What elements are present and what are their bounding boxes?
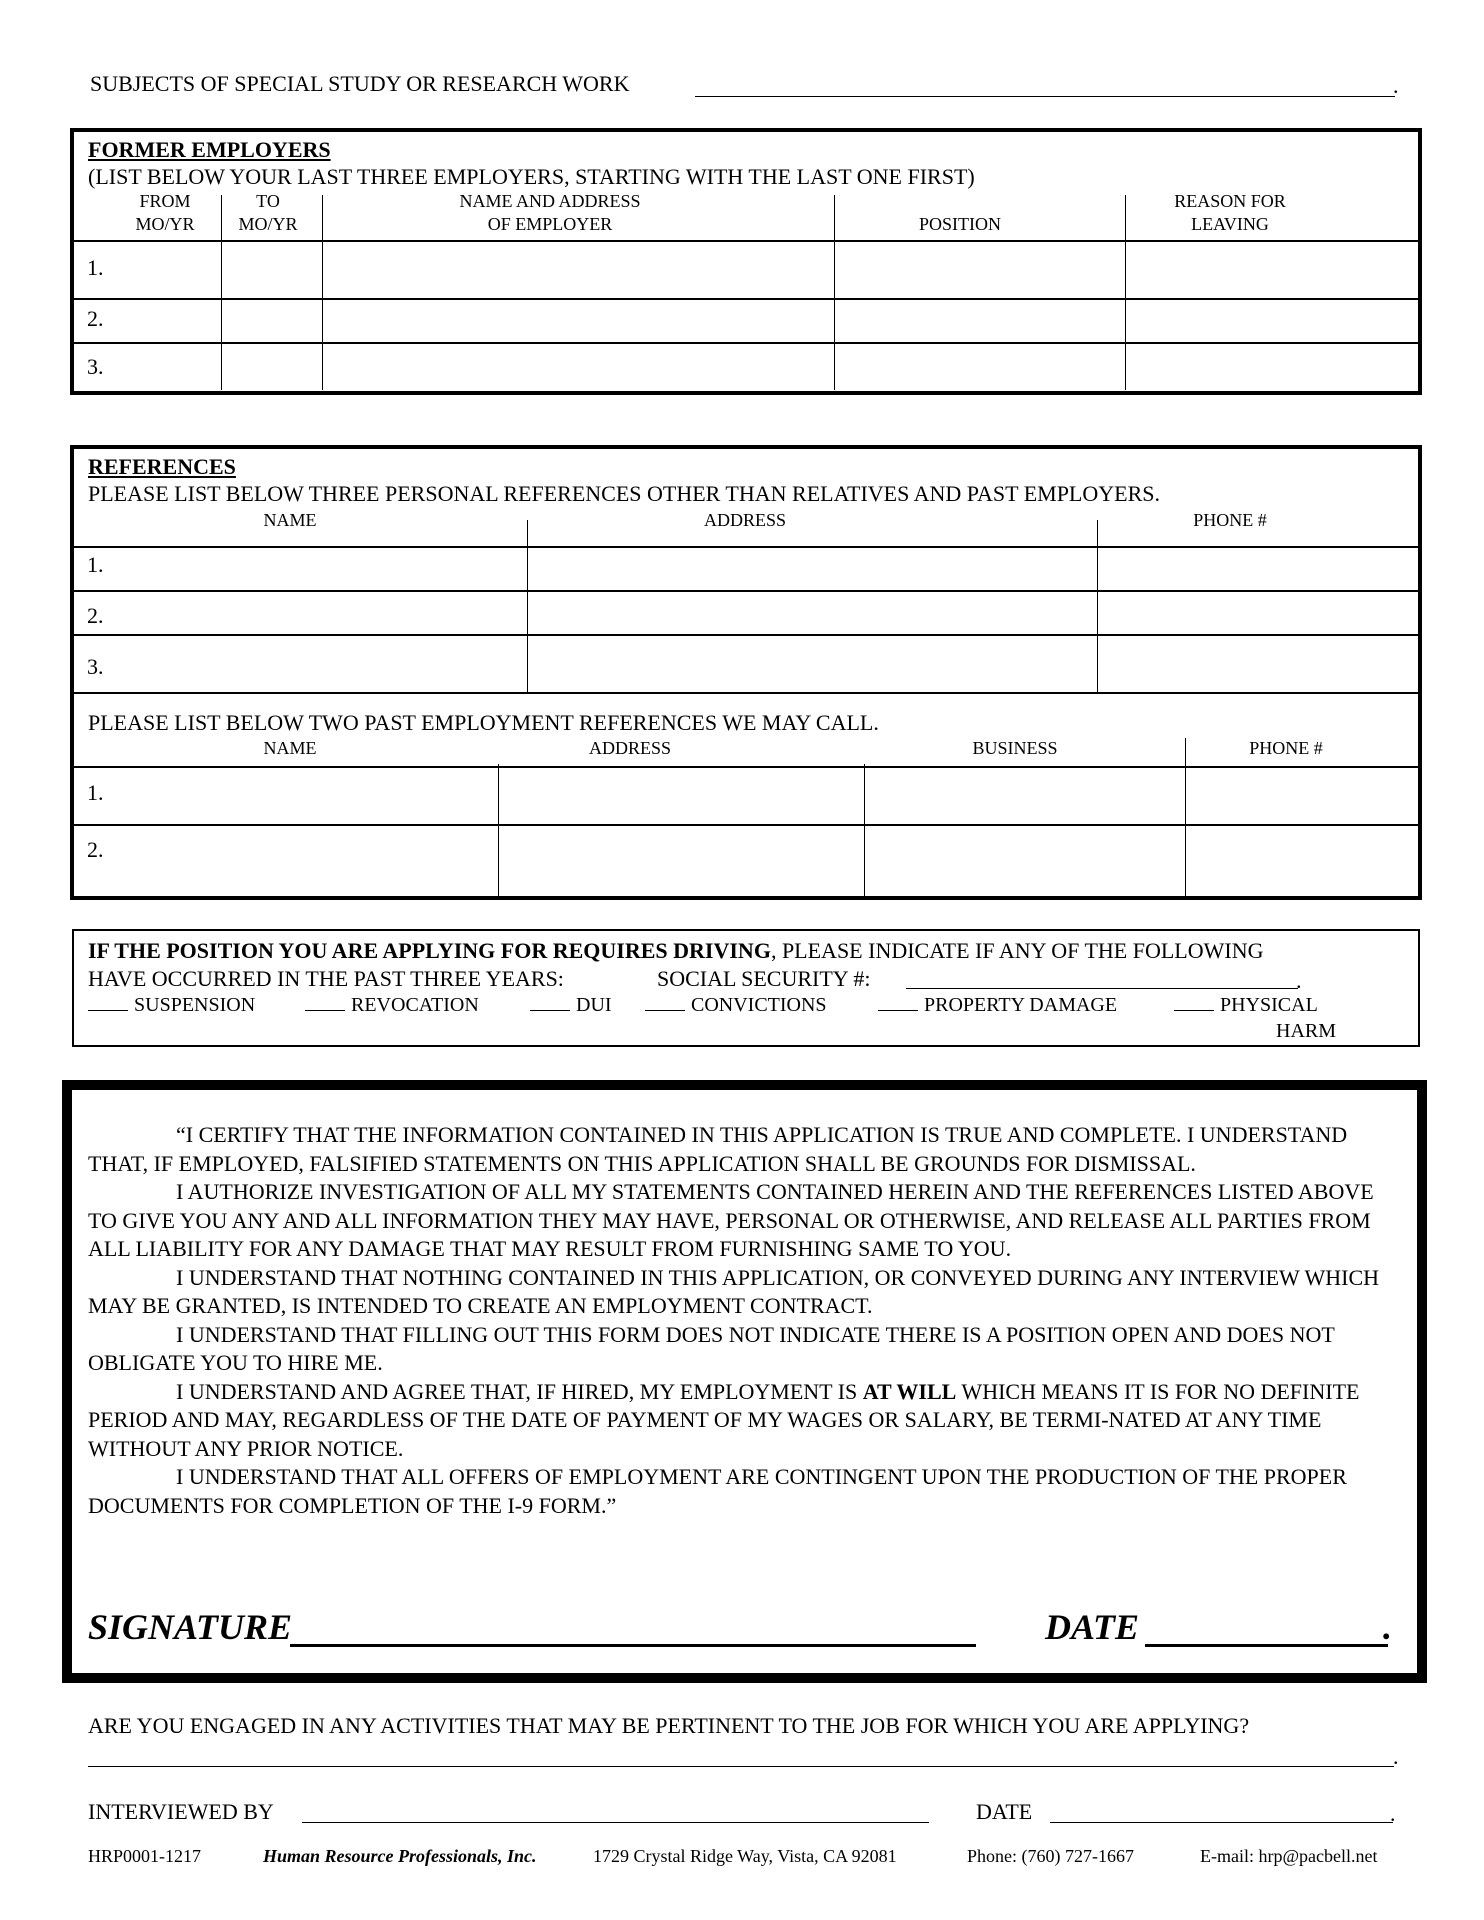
subjects-input[interactable] — [695, 96, 1395, 97]
form-code: HRP0001-1217 — [88, 1846, 202, 1866]
employment-references-instruction: PLEASE LIST BELOW TWO PAST EMPLOYMENT REFERENCES WE MAY CALL. — [88, 710, 879, 735]
employer-row-2[interactable]: 2. — [87, 306, 104, 331]
col-divider — [1125, 195, 1126, 390]
revocation-option[interactable] — [305, 993, 479, 1017]
company-phone: Phone: (760) 727-1667 — [967, 1846, 1134, 1866]
company-address: 1729 Crystal Ridge Way, Vista, CA 92081 — [593, 1846, 897, 1866]
certification-date-label: DATE — [1045, 1607, 1140, 1647]
col-employer-address: OF EMPLOYER — [487, 214, 613, 234]
suspension-checkbox[interactable] — [88, 996, 128, 1011]
col-divider — [322, 195, 323, 390]
reference-row-3[interactable]: 3. — [87, 654, 104, 679]
period: . — [1383, 1607, 1392, 1647]
row-divider — [74, 298, 1418, 300]
interviewed-by-input[interactable] — [302, 1822, 929, 1823]
ssn-label: SOCIAL SECURITY #: — [657, 966, 871, 991]
row-divider — [74, 692, 1418, 694]
col-emp-ref-business: BUSINESS — [972, 738, 1058, 758]
col-divider — [834, 195, 835, 390]
certification-date-input[interactable] — [1145, 1644, 1388, 1647]
convictions-option[interactable] — [645, 993, 827, 1017]
physical-harm-option[interactable] — [1174, 993, 1318, 1017]
driving-lead — [88, 937, 1263, 965]
certification-p5 — [88, 1378, 1406, 1464]
driving-line2: HAVE OCCURRED IN THE PAST THREE YEARS: — [88, 966, 564, 991]
certification-p3: I UNDERSTAND THAT NOTHING CONTAINED IN THIS APPLICATION, OR CONVEYED DURING ANY INTERVIEW WHICH MAY BE GRANTED, IS INTENDED TO CREATE AN EMPLOYMENT CONTRACT. — [88, 1264, 1380, 1318]
interview-date-label: DATE — [976, 1799, 1033, 1824]
driving-lead-bold: IF THE POSITION YOU ARE APPLYING FOR REQUIRES DRIVING — [88, 938, 771, 963]
driving-lead-rest: , PLEASE INDICATE IF ANY OF THE FOLLOWING — [770, 938, 1264, 963]
col-emp-ref-name: NAME — [263, 738, 317, 758]
dui-label: DUI — [576, 994, 612, 1016]
row-divider — [74, 824, 1418, 826]
col-from: FROM — [139, 191, 191, 211]
at-will-text: AT WILL — [862, 1378, 957, 1404]
col-reason-leaving: LEAVING — [1191, 214, 1269, 234]
signature-label: SIGNATURE — [88, 1607, 293, 1647]
convictions-label: CONVICTIONS — [691, 994, 827, 1016]
revocation-label: REVOCATION — [351, 994, 479, 1016]
col-divider — [1185, 738, 1186, 896]
subjects-label: SUBJECTS OF SPECIAL STUDY OR RESEARCH WORK — [90, 71, 630, 96]
revocation-checkbox[interactable] — [305, 996, 345, 1011]
company-email: E-mail: hrp@pacbell.net — [1200, 1846, 1378, 1866]
row-divider — [74, 342, 1418, 344]
period: . — [1393, 73, 1399, 98]
row-divider — [74, 546, 1418, 548]
employment-reference-row-1[interactable]: 1. — [87, 780, 104, 805]
row-divider — [74, 766, 1418, 768]
certification-p2: I AUTHORIZE INVESTIGATION OF ALL MY STATEMENTS CONTAINED HEREIN AND THE REFERENCES LISTED ABOVE TO GIVE YOU ANY AND ALL INFORMATION THEY MAY HAVE, PERSONAL OR OTHERWISE, AND RELEASE ALL PARTIES FROM ALL LIABILITY FOR ANY DAMAGE THAT MAY RESULT FROM FURNISHING SAME TO YOU. — [88, 1179, 1374, 1261]
col-ref-address: ADDRESS — [703, 510, 787, 530]
physical-harm-checkbox[interactable] — [1174, 996, 1214, 1011]
ssn-input[interactable] — [906, 988, 1298, 989]
employment-reference-row-2[interactable]: 2. — [87, 837, 104, 862]
reference-row-2[interactable]: 2. — [87, 603, 104, 628]
interview-date-input[interactable] — [1050, 1822, 1393, 1823]
dui-option[interactable] — [530, 993, 612, 1017]
references-title: REFERENCES — [88, 454, 236, 479]
certification-p1: “I CERTIFY THAT THE INFORMATION CONTAINED IN THIS APPLICATION IS TRUE AND COMPLETE. I UNDERSTAND THAT, IF EMPLOYED, FALSIFIED STATEMENTS ON THIS APPLICATION SHALL BE GROUNDS FOR DISMISSAL. — [88, 1122, 1348, 1176]
activities-input[interactable] — [88, 1766, 1394, 1767]
col-position: POSITION — [918, 214, 1001, 234]
col-reason: REASON FOR — [1174, 191, 1286, 211]
property-damage-label: PROPERTY DAMAGE — [924, 994, 1118, 1016]
harm-label: HARM — [1276, 1020, 1337, 1042]
former-employers-title: FORMER EMPLOYERS — [88, 137, 331, 162]
employer-row-3[interactable]: 3. — [87, 354, 104, 379]
certification-p4: I UNDERSTAND THAT FILLING OUT THIS FORM DOES NOT INDICATE THERE IS A POSITION OPEN AND DOES NOT OBLIGATE YOU TO HIRE ME. — [88, 1321, 1335, 1375]
col-emp-ref-phone: PHONE # — [1249, 738, 1323, 758]
employer-row-1[interactable]: 1. — [87, 255, 104, 280]
col-divider — [221, 195, 222, 390]
property-damage-option[interactable] — [878, 993, 1117, 1017]
row-divider — [74, 634, 1418, 636]
dui-checkbox[interactable] — [530, 996, 570, 1011]
col-employer-name: NAME AND ADDRESS — [459, 191, 641, 211]
activities-question: ARE YOU ENGAGED IN ANY ACTIVITIES THAT MAY BE PERTINENT TO THE JOB FOR WHICH YOU ARE APPLYING? — [88, 1713, 1250, 1738]
company-name: Human Resource Professionals, Inc. — [263, 1846, 537, 1866]
col-divider — [864, 764, 865, 896]
physical-label: PHYSICAL — [1220, 994, 1318, 1016]
row-divider — [74, 590, 1418, 592]
interviewed-by-label: INTERVIEWED BY — [88, 1799, 274, 1824]
period: . — [1296, 968, 1302, 993]
property-damage-checkbox[interactable] — [878, 996, 918, 1011]
period: . — [1390, 1801, 1396, 1826]
col-emp-ref-address: ADDRESS — [588, 738, 672, 758]
former-employers-instruction: (LIST BELOW YOUR LAST THREE EMPLOYERS, STARTING WITH THE LAST ONE FIRST) — [88, 164, 975, 189]
col-ref-name: NAME — [263, 510, 317, 530]
certification-p6: I UNDERSTAND THAT ALL OFFERS OF EMPLOYMENT ARE CONTINGENT UPON THE PRODUCTION OF THE PROPER DOCUMENTS FOR COMPLETION OF THE I-9 FORM.” — [88, 1464, 1347, 1518]
row-divider — [74, 240, 1418, 242]
convictions-checkbox[interactable] — [645, 996, 685, 1011]
reference-row-1[interactable]: 1. — [87, 552, 104, 577]
col-from-moyr: MO/YR — [135, 214, 195, 234]
suspension-label: SUSPENSION — [134, 994, 256, 1016]
col-to-moyr: MO/YR — [238, 214, 298, 234]
certification-p5-a: I UNDERSTAND AND AGREE THAT, IF HIRED, MY EMPLOYMENT IS — [176, 1378, 863, 1404]
period: . — [1393, 1744, 1399, 1769]
col-to: TO — [256, 191, 280, 211]
col-divider — [498, 764, 499, 896]
signature-input[interactable] — [290, 1644, 976, 1647]
col-ref-phone: PHONE # — [1193, 510, 1267, 530]
references-instruction: PLEASE LIST BELOW THREE PERSONAL REFERENCES OTHER THAN RELATIVES AND PAST EMPLOYERS. — [88, 481, 1160, 506]
certification-p5-b: WHICH MEANS IT IS FOR NO DEFINITE PERIOD AND MAY, REGARDLESS OF THE DATE OF PAYMENT OF MY WAGES OR SALARY, BE TERMI-NATED AT ANY TIME WITHOUT ANY PRIOR NOTICE. — [88, 1378, 1360, 1461]
suspension-option[interactable] — [88, 993, 255, 1017]
